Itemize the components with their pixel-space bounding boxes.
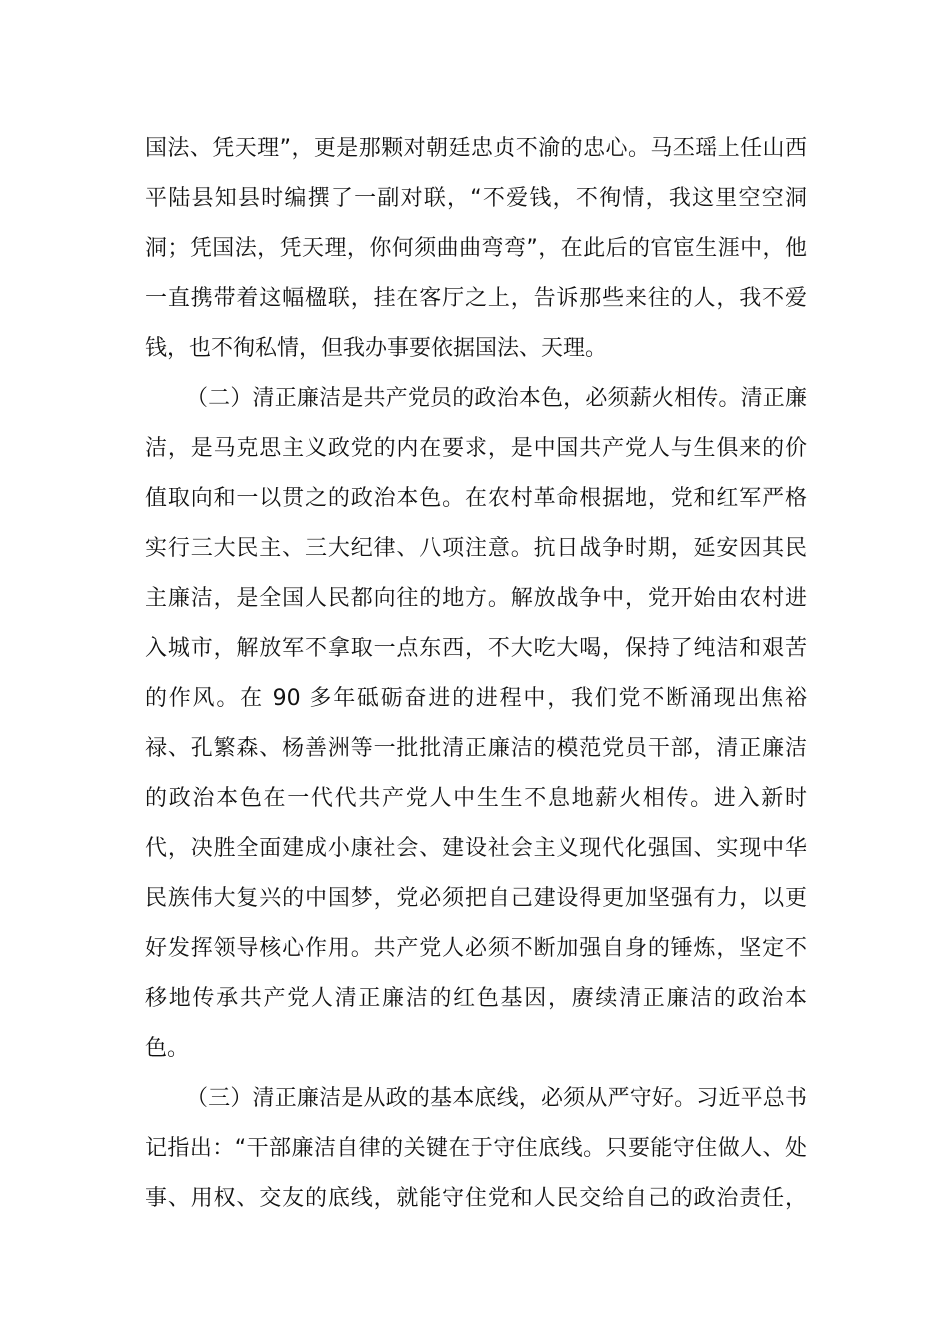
text-line: 禄、孔繁森、杨善洲等一批批清正廉洁的模范党员干部，清正廉洁 [145, 736, 807, 761]
text-line: 洁，是马克思主义政党的内在要求，是中国共产党人与生俱来的价 [145, 436, 807, 461]
text-line: 事、用权、交友的底线，就能守住党和人民交给自己的政治责任， [145, 1186, 807, 1211]
text-line: 洞；凭国法，凭天理，你何须曲曲弯弯”，在此后的官宦生涯中，他 [145, 236, 807, 261]
text-line: 实行三大民主、三大纪律、八项注意。抗日战争时期，延安因其民 [145, 536, 807, 561]
text-line: 民族伟大复兴的中国梦，党必须把自己建设得更加坚强有力，以更 [145, 886, 807, 911]
text-line: 入城市，解放军不拿取一点东西，不大吃大喝，保持了纯洁和艰苦 [145, 636, 807, 661]
section-heading-line: （二）清正廉洁是共产党员的政治本色，必须薪火相传。清正廉 [186, 386, 807, 411]
text-line: 的作风。在 90 多年砥砺奋进的进程中，我们党不断涌现出焦裕 [145, 686, 807, 711]
text-line: 值取向和一以贯之的政治本色。在农村革命根据地，党和红军严格 [145, 486, 807, 511]
section-heading-line: （三）清正廉洁是从政的基本底线，必须从严守好。习近平总书 [186, 1086, 807, 1111]
text-line: 代，决胜全面建成小康社会、建设社会主义现代化强国、实现中华 [145, 836, 807, 861]
text-line: 钱，也不徇私情，但我办事要依据国法、天理。 [145, 336, 608, 361]
text-line: 记指出：“干部廉洁自律的关键在于守住底线。只要能守住做人、处 [145, 1136, 807, 1161]
text-line: 好发挥领导核心作用。共产党人必须不断加强自身的锤炼，坚定不 [145, 936, 807, 961]
text-line: 色。 [145, 1036, 190, 1061]
text-line: 的政治本色在一代代共产党人中生生不息地薪火相传。进入新时 [145, 786, 807, 811]
text-line: 国法、凭天理”，更是那颗对朝廷忠贞不渝的忠心。马丕瑶上任山西 [145, 136, 807, 161]
text-line: 移地传承共产党人清正廉洁的红色基因，赓续清正廉洁的政治本 [145, 986, 807, 1011]
text-line: 平陆县知县时编撰了一副对联，“不爱钱，不徇情，我这里空空洞 [145, 186, 807, 211]
text-line: 主廉洁，是全国人民都向往的地方。解放战争中，党开始由农村进 [145, 586, 807, 611]
text-line: 一直携带着这幅楹联，挂在客厅之上，告诉那些来往的人，我不爱 [145, 286, 807, 311]
